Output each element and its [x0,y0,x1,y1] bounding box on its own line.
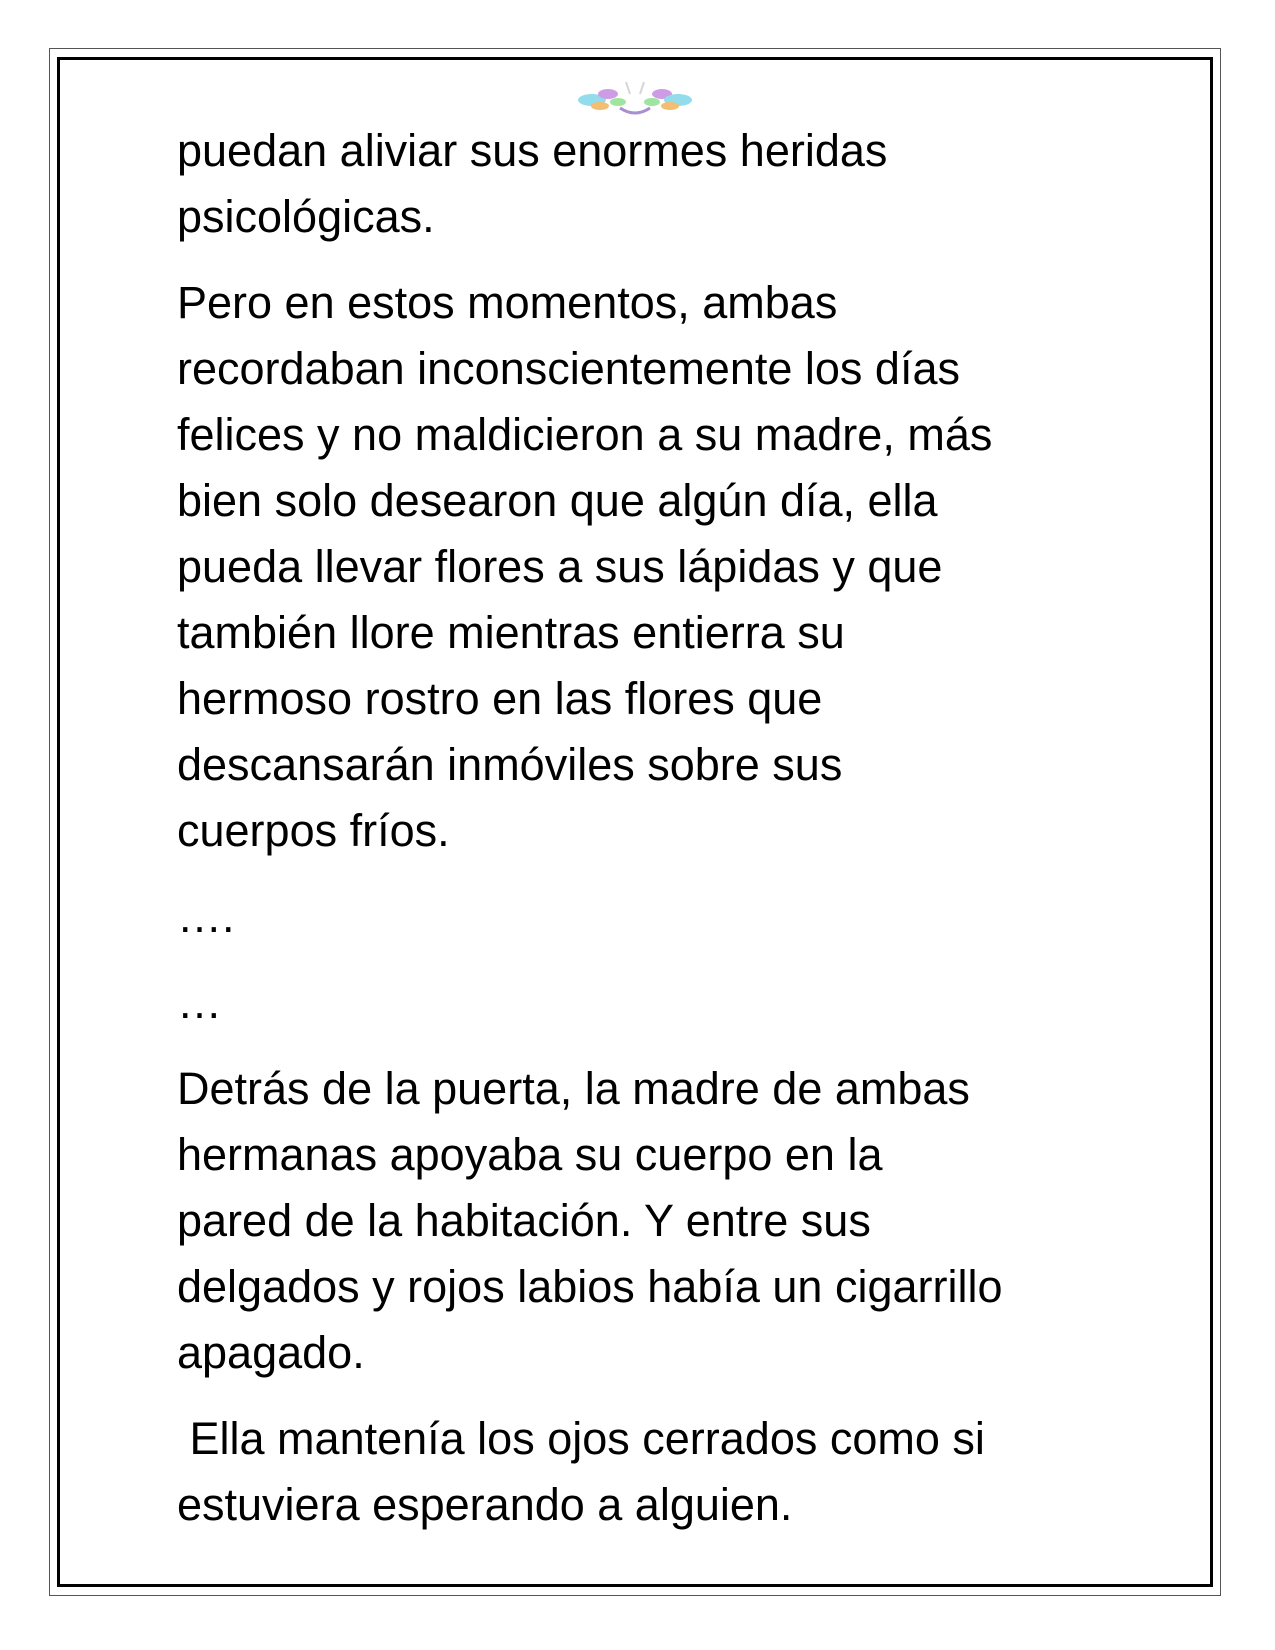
paragraph: … [177,977,222,1028]
paragraph: Detrás de la puerta, la madre de ambas hermanas apoyaba su cuerpo en la pared de la habitación. Y entre sus delgados y rojos labios había un cigarrillo apagado. [177,1063,1003,1378]
paragraph: puedan aliviar sus enormes heridas psicológicas. [177,125,888,242]
paragraph: …. [177,891,235,942]
paragraph: Ella mantenía los ojos cerrados como si estuviera esperando a alguien. [177,1413,985,1530]
paragraph: Pero en estos momentos, ambas recordaban inconscientemente los días felices y no maldicieron a su madre, más bien solo desearon que algún día, ella pueda llevar flores a sus lápidas y que también llore mientras entierra su hermoso rostro en las flores que descansarán inmóviles sobre sus cuerpos fríos. [177,277,993,856]
body-text [177,118,1107,1558]
floral-ornament-icon [570,72,700,122]
